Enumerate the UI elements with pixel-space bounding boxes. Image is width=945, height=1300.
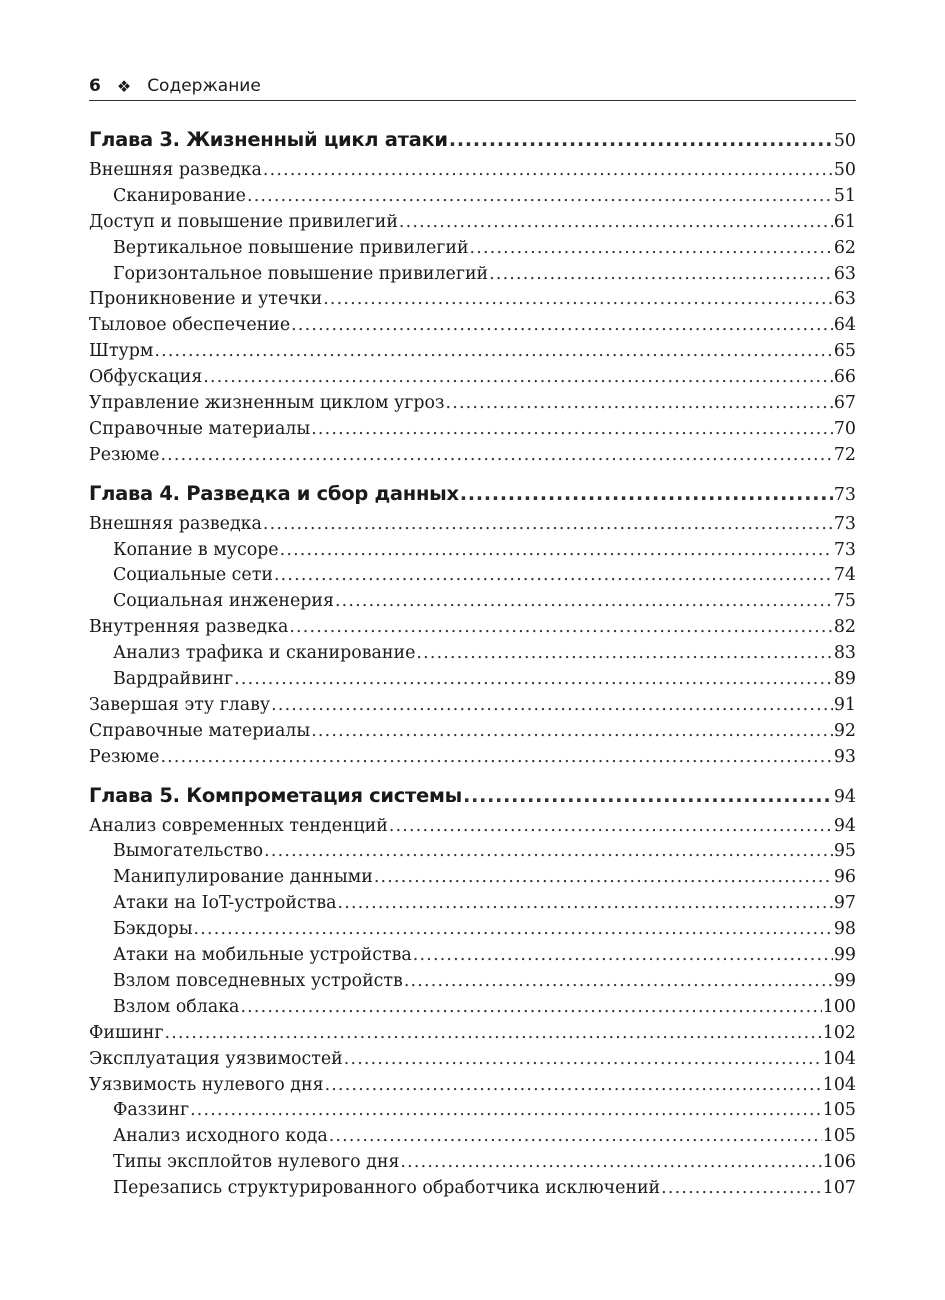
entry-page: 67 [833,393,856,414]
leader-dots [247,184,833,210]
toc-entry[interactable] [89,719,856,745]
entry-page: 51 [833,185,856,206]
leader-dots [325,1073,822,1099]
leader-dots [160,745,832,771]
chapter-title: Глава 3. Жизненный цикл атаки [89,128,448,151]
leader-dots [445,391,832,417]
toc-entry[interactable] [89,365,856,391]
leader-dots [460,478,833,510]
entry-label: Сканирование [113,185,246,206]
entry-label: Уязвимость нулевого дня [89,1074,324,1095]
chapter-page: 50 [833,131,856,151]
chapter-title: Глава 5. Компрометация системы [89,783,462,807]
toc-subentry[interactable] [89,563,856,589]
leader-dots [264,839,833,865]
entry-page: 107 [822,1178,856,1199]
toc-entry[interactable] [89,745,856,771]
entry-label: Копание в мусоре [113,539,279,560]
toc-chapter-heading[interactable] [89,124,856,156]
entry-page: 50 [833,160,856,180]
chapter-5 [89,780,856,1202]
header-rule [89,100,856,101]
leader-dots [271,693,833,719]
chapter-3 [89,124,856,469]
entry-page: 105 [822,1100,856,1121]
entry-label: Фаззинг [113,1100,190,1121]
chapter-title: Глава 4. Разведка и сбор данных [89,481,459,505]
toc-entry[interactable] [89,1073,856,1099]
entry-label: Справочные материалы [89,720,311,741]
leader-dots [289,615,833,641]
toc-entry[interactable] [89,693,856,719]
entry-page: 61 [833,211,856,232]
toc-entry[interactable] [89,417,856,443]
leader-dots [470,236,833,262]
entry-label: Вертикальное повышение привилегий [113,237,469,258]
toc-subentry[interactable] [89,589,856,615]
entry-label: Доступ и повышение привилегий [89,211,398,232]
chapter-page: 73 [833,484,856,505]
entry-page: 62 [833,237,856,258]
leader-dots [160,443,832,469]
entry-label: Внешняя разведка [89,160,262,180]
entry-page: 99 [833,970,856,991]
entry-page: 97 [833,893,856,914]
entry-page: 65 [833,341,856,362]
entry-label: Взлом повседневных устройств [113,970,403,991]
leader-dots [400,1150,821,1176]
toc-chapter-heading[interactable] [89,780,856,812]
leader-dots [154,339,833,365]
leader-dots [344,1047,822,1073]
toc-entry[interactable] [89,512,856,538]
leader-dots [234,667,833,693]
entry-label: Социальная инженерия [113,591,334,612]
toc-entry[interactable] [89,1021,856,1047]
entry-label: Бэкдоры [113,919,193,940]
entry-label: Вымогательство [113,841,264,862]
toc-chapter-heading[interactable] [89,478,856,510]
entry-label: Социальные сети [113,565,273,586]
leader-dots [203,365,833,391]
entry-page: 73 [833,513,856,534]
toc-entry[interactable] [89,615,856,641]
leader-dots [413,943,833,969]
entry-label: Штурм [89,341,154,362]
entry-label: Атаки на IoT-устройства [113,893,337,914]
entry-page: 66 [833,367,856,388]
leader-dots [194,917,833,943]
toc-subentry[interactable] [89,1098,856,1124]
entry-page: 83 [833,643,856,664]
leader-dots [404,969,833,995]
leader-dots [190,1098,822,1124]
entry-label: Внешняя разведка [89,513,262,534]
ornament-icon: ❖ [116,76,132,96]
entry-page: 104 [822,1074,856,1095]
toc-entry[interactable] [89,814,856,840]
entry-page: 63 [833,263,856,284]
entry-label: Типы эксплойтов нулевого дня [113,1152,400,1173]
toc-subentry[interactable] [89,891,856,917]
entry-label: Анализ трафика и сканирование [113,643,416,664]
leader-dots [165,1021,822,1047]
leader-dots [323,287,833,313]
leader-dots [291,313,833,339]
entry-page: 73 [833,539,856,560]
leader-dots [311,417,833,443]
toc-subentry[interactable] [89,236,856,262]
entry-label: Фишинг [89,1022,164,1043]
entry-page: 95 [833,841,856,862]
entry-label: Горизонтальное повышение привилегий [113,263,489,284]
entry-page: 64 [833,315,856,336]
leader-dots [311,719,833,745]
leader-dots [389,814,833,840]
entry-page: 93 [833,746,856,767]
entry-label: Атаки на мобильные устройства [113,945,412,966]
toc-entry[interactable] [89,443,856,469]
entry-label: Проникновение и утечки [89,289,323,310]
toc-entry[interactable] [89,313,856,339]
table-of-contents [89,124,856,1211]
leader-dots [329,1124,822,1150]
entry-label: Внутренняя разведка [89,617,289,638]
toc-subentry[interactable] [89,538,856,564]
toc-subentry[interactable] [89,1176,856,1202]
entry-label: Манипулирование данными [113,867,373,888]
entry-page: 63 [833,289,856,310]
toc-subentry[interactable] [89,262,856,288]
leader-dots [463,780,833,812]
leader-dots [280,538,833,564]
entry-page: 105 [822,1126,856,1147]
toc-subentry[interactable] [89,1124,856,1150]
entry-label: Анализ исходного кода [113,1126,328,1147]
entry-page: 75 [833,591,856,612]
running-header [89,74,856,98]
leader-dots [374,865,833,891]
entry-label: Резюме [89,746,160,767]
entry-page: 94 [833,815,856,836]
entry-page: 106 [822,1152,856,1173]
leader-dots [338,891,833,917]
entry-page: 89 [833,669,856,690]
entry-page: 91 [833,694,856,715]
leader-dots [263,158,833,184]
leader-dots [416,641,832,667]
entry-label: Анализ современных тенденций [89,815,388,836]
toc-subentry[interactable] [89,641,856,667]
toc-subentry[interactable] [89,995,856,1021]
toc-entry[interactable] [89,158,856,184]
toc-entry[interactable] [89,287,856,313]
entry-page: 98 [833,919,856,940]
chapter-4 [89,478,856,771]
toc-entry[interactable] [89,339,856,365]
entry-page: 74 [833,565,856,586]
section-title: Содержание [147,76,261,96]
entry-page: 102 [822,1022,856,1043]
entry-page: 92 [833,720,856,741]
entry-page: 99 [833,945,856,966]
toc-subentry[interactable] [89,917,856,943]
entry-page: 70 [833,418,856,439]
toc-subentry[interactable] [89,969,856,995]
leader-dots [661,1176,822,1202]
toc-subentry[interactable] [89,865,856,891]
entry-label: Резюме [89,444,160,465]
entry-label: Взлом облака [113,996,240,1017]
leader-dots [274,563,833,589]
entry-label: Справочные материалы [89,418,311,439]
entry-page: 82 [833,617,856,638]
entry-label: Тыловое обеспечение [89,315,291,336]
entry-label: Перезапись структурированного обработчика исключений [113,1178,661,1199]
toc-entry[interactable] [89,210,856,236]
entry-label: Вардрайвинг [113,669,234,690]
toc-subentry[interactable] [89,184,856,210]
toc-subentry[interactable] [89,667,856,693]
leader-dots [335,589,833,615]
toc-subentry[interactable] [89,839,856,865]
toc-subentry[interactable] [89,1150,856,1176]
entry-label: Управление жизненным циклом угроз [89,393,445,414]
leader-dots [449,124,833,156]
entry-page: 96 [833,867,856,888]
toc-subentry[interactable] [89,943,856,969]
leader-dots [489,262,833,288]
entry-page: 100 [822,996,856,1017]
leader-dots [399,210,833,236]
entry-label: Завершая эту главу [89,694,271,715]
leader-dots [263,512,833,538]
toc-entry[interactable] [89,391,856,417]
entry-label: Эксплуатация уязвимостей [89,1048,343,1069]
leader-dots [240,995,821,1021]
page-number: 6 [89,76,101,96]
entry-label: Обфускация [89,367,203,388]
toc-entry[interactable] [89,1047,856,1073]
entry-page: 72 [833,444,856,465]
entry-page: 104 [822,1048,856,1069]
chapter-page: 94 [833,786,856,807]
